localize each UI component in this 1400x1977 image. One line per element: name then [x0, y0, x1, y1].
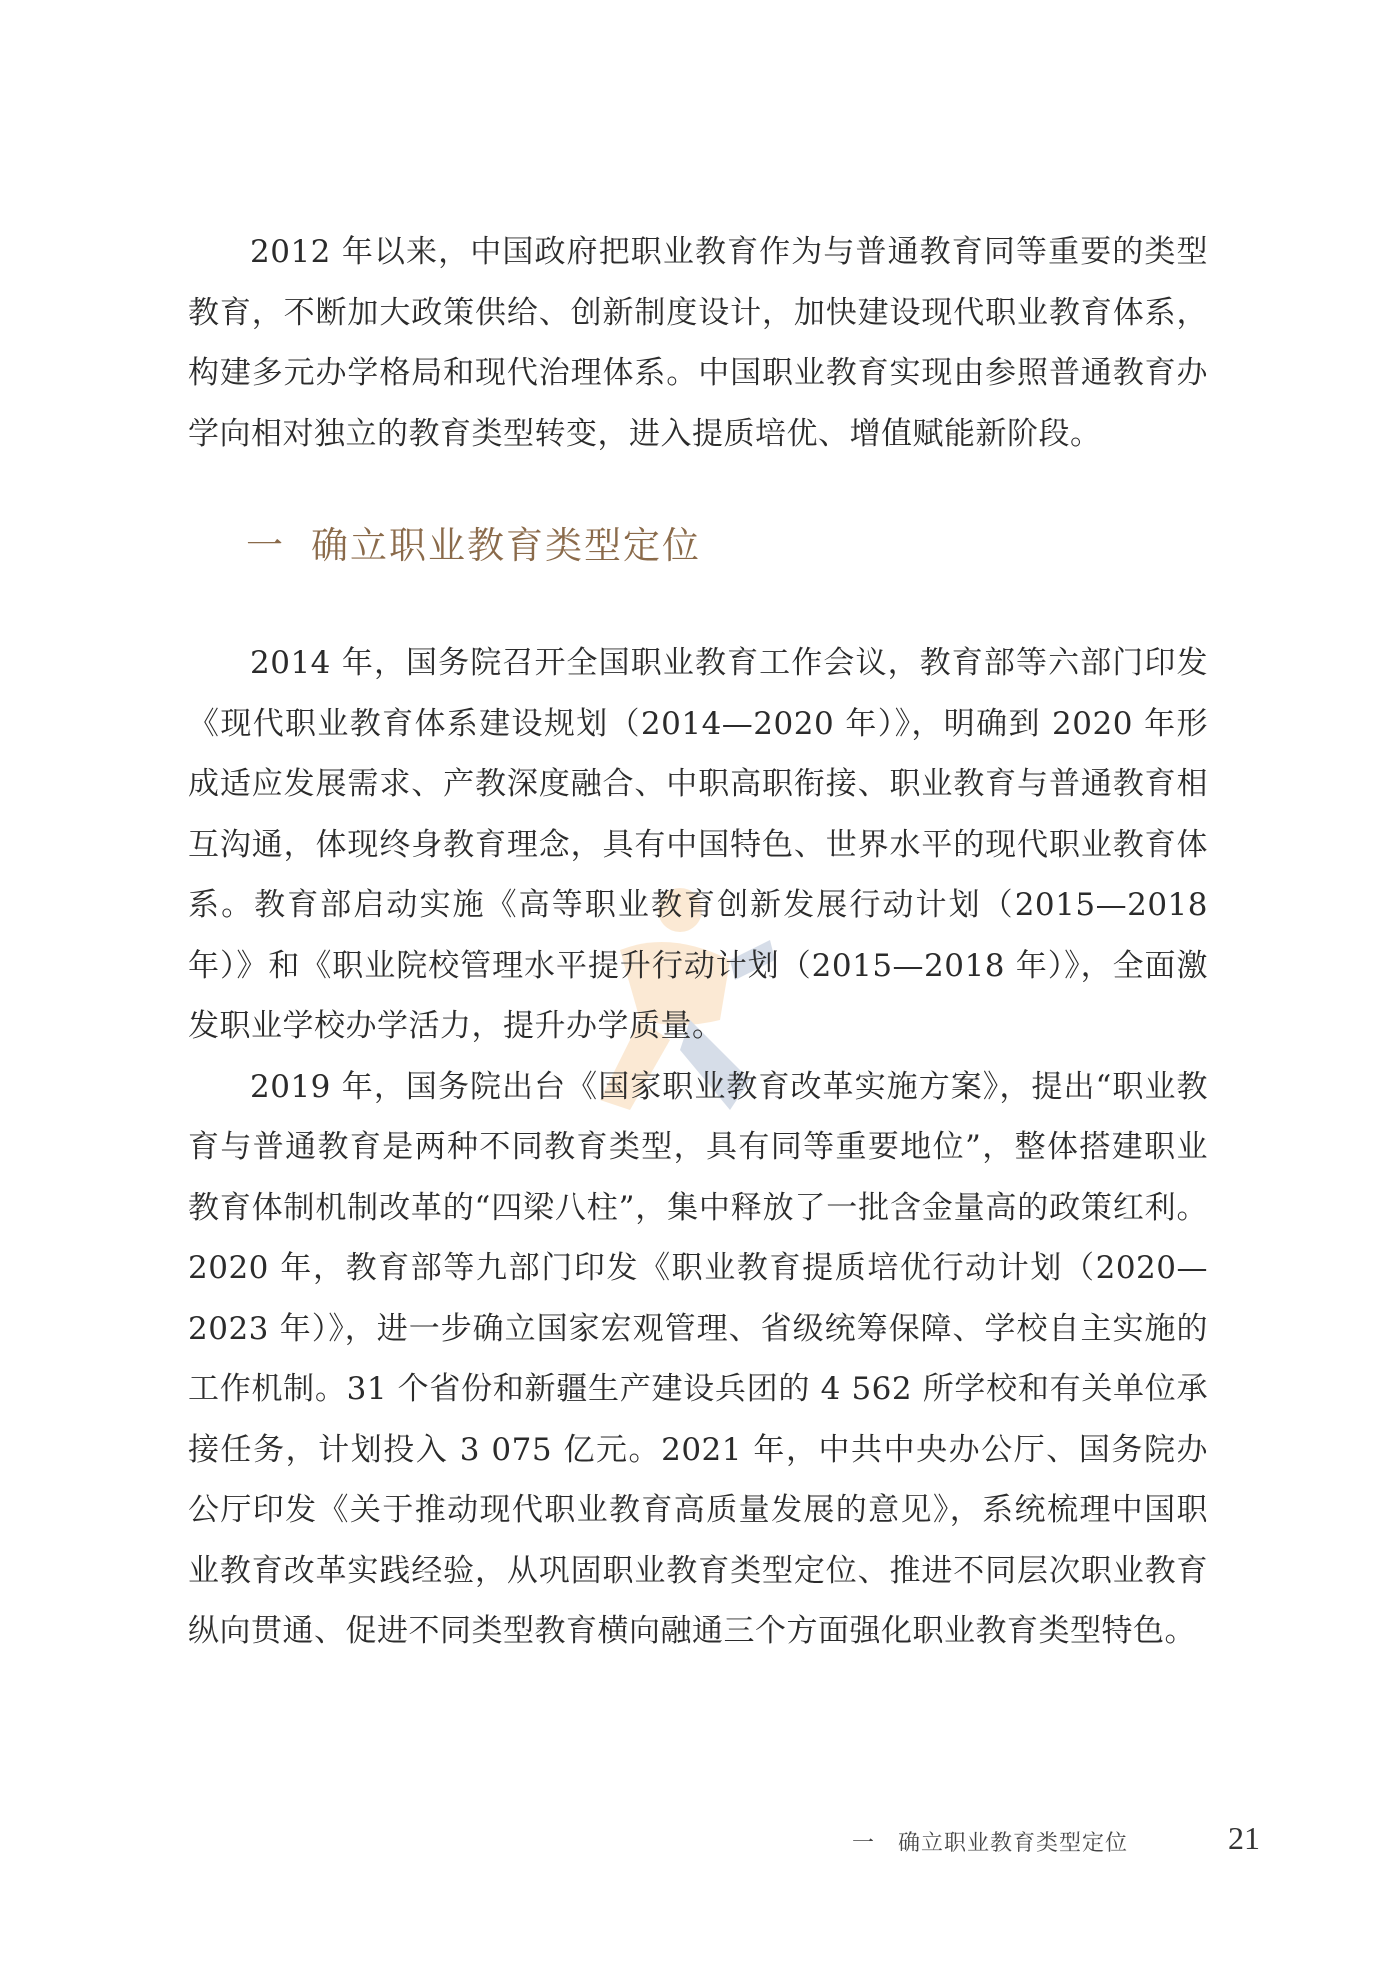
body-paragraph: 2019 年，国务院出台《国家职业教育改革实施方案》，提出“职业教育与普通教育是两种不同教育类型，具有同等重要地位”，整体搭建职业教育体制机制改革的“四梁八柱”，集中释放了一批含金量高的政策红利。2020 年，教育部等九部门印发《职业教育提质培优行动计划（2020—2023 年）》，进一步确立国家宏观管理、省级统筹保障、学校自主实施的工作机制。31 个省份和新疆生产建设兵团的 4 562 所学校和有关单位承接任务，计划投入 3 075 亿元。2021 年，中共中央办公厅、国务院办公厅印发《关于推动现代职业教育高质量发展的意见》，系统梳理中国职业教育改革实践经验，从巩固职业教育类型定位、推进不同层次职业教育纵向贯通、促进不同类型教育横向融通三个方面强化职业教育类型特色。: [188, 1068, 1208, 1649]
intro-section: [188, 222, 1208, 464]
page-number: 21: [1228, 1820, 1260, 1856]
body-paragraph: 2014 年，国务院召开全国职业教育工作会议，教育部等六部门印发《现代职业教育体系建设规划（2014—2020 年）》，明确到 2020 年形成适应发展需求、产教深度融合、中职高职衔接、职业教育与普通教育相互沟通，体现终身教育理念，具有中国特色、世界水平的现代职业教育体系。教育部启动实施《高等职业教育创新发展行动计划（2015—2018 年）》和《职业院校管理水平提升行动计划（2015—2018 年）》，全面激发职业学校办学活力，提升办学质量。: [188, 645, 1208, 1044]
section-number: 一: [246, 524, 285, 567]
section-heading: [246, 516, 701, 576]
intro-paragraph: 2012 年以来，中国政府把职业教育作为与普通教育同等重要的类型教育，不断加大政策供给、创新制度设计，加快建设现代职业教育体系，构建多元办学格局和现代治理体系。中国职业教育实现由参照普通教育办学向相对独立的教育类型转变，进入提质培优、增值赋能新阶段。: [188, 234, 1208, 452]
running-head: 一 确立职业教育类型定位: [851, 1831, 1128, 1856]
page-footer: [0, 1820, 1400, 1860]
section-body: [188, 633, 1208, 1662]
section-title: 确立职业教育类型定位: [311, 524, 701, 567]
